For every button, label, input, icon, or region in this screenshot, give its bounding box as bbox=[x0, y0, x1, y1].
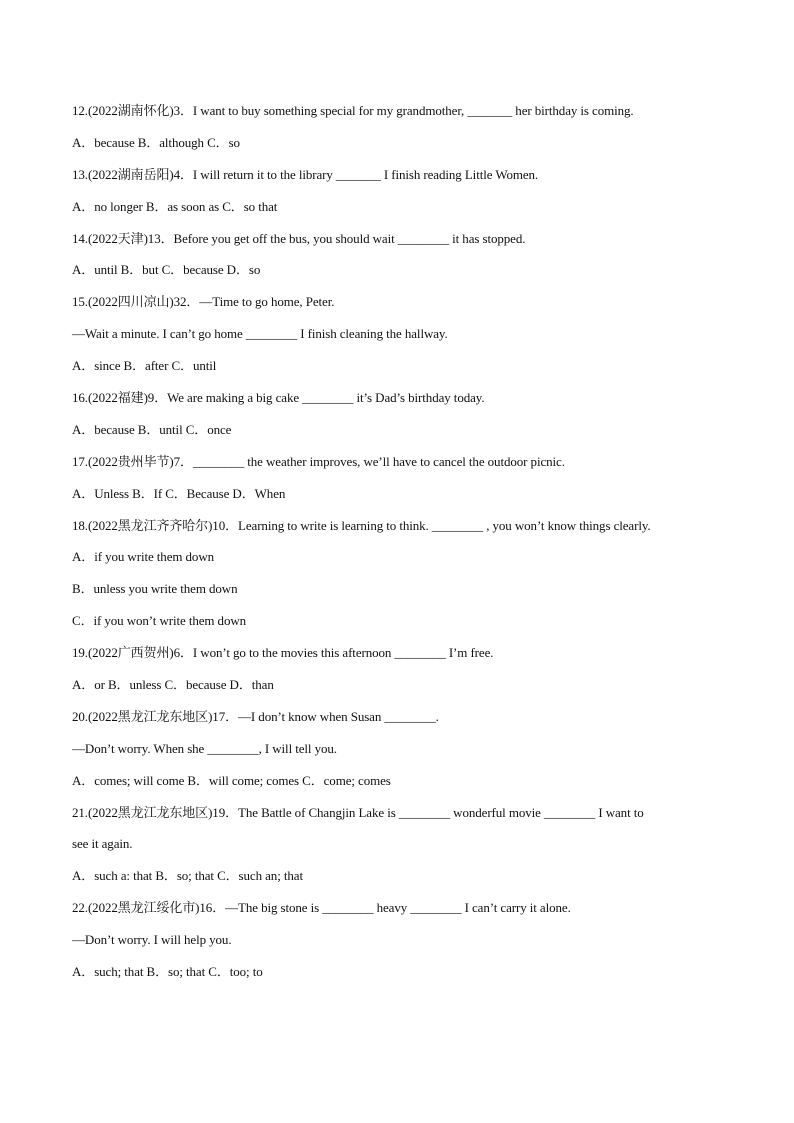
question-option-a: A．if you write them down bbox=[72, 549, 215, 565]
question-14 bbox=[72, 229, 722, 293]
question-stem: 21.(2022黑龙江龙东地区)19．The Battle of Changjin Lake is ________ wonderful movie ________ I want to bbox=[72, 804, 644, 820]
question-22 bbox=[72, 898, 722, 994]
question-options: A．such; that B．so; that C．too; to bbox=[72, 964, 263, 980]
document-page bbox=[72, 101, 722, 994]
question-19 bbox=[72, 643, 722, 707]
question-stem: 12.(2022湖南怀化)3．I want to buy something special for my grandmother, _______ her birthday is coming. bbox=[72, 103, 634, 118]
question-option-b: B．unless you write them down bbox=[72, 581, 238, 597]
question-16 bbox=[72, 388, 722, 452]
question-21 bbox=[72, 803, 722, 899]
question-13 bbox=[72, 165, 722, 229]
question-options: A．since B．after C．until bbox=[72, 358, 217, 374]
question-stem: 17.(2022贵州毕节)7．________ the weather improves, we’ll have to cancel the outdoor picnic. bbox=[72, 453, 565, 469]
question-options: A．such a: that B．so; that C．such an; that bbox=[72, 868, 303, 884]
question-stem: 19.(2022广西贺州)6．I won’t go to the movies this afternoon ________ I’m free. bbox=[72, 645, 494, 661]
question-stem: 13.(2022湖南岳阳)4．I will return it to the library _______ I finish reading Little Women. bbox=[72, 166, 539, 182]
question-stem: 22.(2022黑龙江绥化市)16．—The big stone is ________ heavy ________ I can’t carry it alone. bbox=[72, 900, 571, 916]
question-stem: 15.(2022四川凉山)32．—Time to go home, Peter. bbox=[72, 294, 335, 310]
question-stem-continued: see it again. bbox=[72, 836, 133, 852]
question-stem: 18.(2022黑龙江齐齐哈尔)10．Learning to write is learning to think. ________ , you won’t know things clearly. bbox=[72, 517, 651, 533]
question-options: A．because B．until C．once bbox=[72, 421, 232, 437]
question-12 bbox=[72, 101, 722, 165]
question-dialogue-line: —Don’t worry. I will help you. bbox=[72, 932, 232, 948]
question-17 bbox=[72, 452, 722, 516]
question-dialogue-line: —Wait a minute. I can’t go home ________ I finish cleaning the hallway. bbox=[72, 326, 448, 342]
question-stem: 20.(2022黑龙江龙东地区)17．—I don’t know when Susan ________. bbox=[72, 708, 439, 724]
question-dialogue-line: —Don’t worry. When she ________, I will tell you. bbox=[72, 740, 337, 756]
question-18 bbox=[72, 516, 722, 644]
question-options: A．no longer B．as soon as C．so that bbox=[72, 198, 278, 214]
question-options: A．or B．unless C．because D．than bbox=[72, 677, 274, 693]
question-options: A．comes; will come B．will come; comes C．come; comes bbox=[72, 772, 391, 788]
question-options: A．because B．although C．so bbox=[72, 134, 240, 150]
question-options: A．until B．but C．because D．so bbox=[72, 262, 261, 278]
question-stem: 14.(2022天津)13．Before you get off the bus, you should wait ________ it has stopped. bbox=[72, 230, 526, 246]
question-option-c: C．if you won’t write them down bbox=[72, 613, 247, 629]
question-stem: 16.(2022福建)9．We are making a big cake ________ it’s Dad’s birthday today. bbox=[72, 390, 485, 406]
question-15 bbox=[72, 292, 722, 388]
question-options: A．Unless B．If C．Because D．When bbox=[72, 485, 286, 501]
question-20 bbox=[72, 707, 722, 803]
